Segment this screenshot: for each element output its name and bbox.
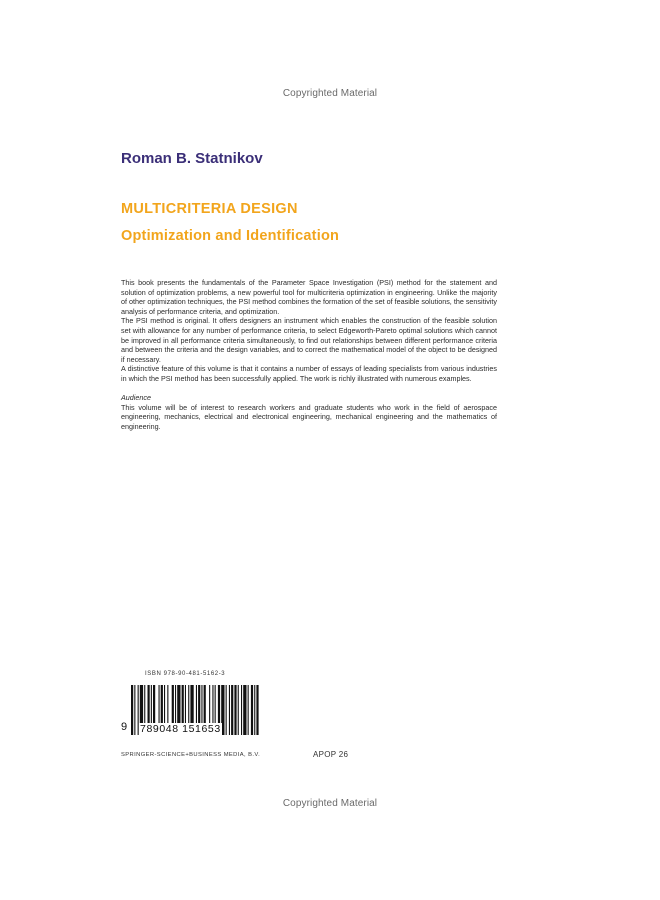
isbn-text: ISBN 978-90-481-5162-3 bbox=[145, 671, 226, 677]
author-name: Roman B. Statnikov bbox=[121, 150, 263, 167]
barcode-bar bbox=[256, 685, 258, 735]
publisher-name: SPRINGER-SCIENCE+BUSINESS MEDIA, B.V. bbox=[121, 752, 261, 758]
barcode-bar bbox=[131, 685, 133, 735]
book-description bbox=[121, 278, 497, 432]
description-paragraph-3: A distinctive feature of this volume is that it contains a number of essays of leading specialists from various industries in which the PSI method has been successfully applied. The work is richly illustrated with numerous examples. bbox=[121, 364, 497, 383]
barcode-bar bbox=[226, 685, 227, 735]
description-paragraph-2: The PSI method is original. It offers designers an instrument which enables the construction of the feasible solution set with allowance for any number of performance criteria, to select Edgeworth-Pareto optimal solutions which cannot be improved in all performance criteria simultaneously, to find out relationships between different performance criteria and between the criteria and the design variables, and to correct the mathematical model of the object to be designed if necessary. bbox=[121, 316, 497, 364]
description-paragraph-1: This book presents the fundamentals of the Parameter Space Investigation (PSI) method for the statement and solution of optimization problems, a new powerful tool for multicriteria optimization in engineering. Unlike the majority of other optimization techniques, the PSI method combines the formation of the set of feasible solutions, the sensitivity analysis of performance criteria, and optimization. bbox=[121, 278, 497, 316]
barcode-bar bbox=[251, 685, 253, 735]
barcode-bar bbox=[243, 685, 246, 735]
barcode-bar bbox=[238, 685, 239, 735]
book-title: MULTICRITERIA DESIGN bbox=[121, 201, 298, 217]
barcode-bar bbox=[254, 685, 255, 735]
audience-text: This volume will be of interest to research workers and graduate students who work in the field of aerospace engineering, mechanics, electrical and electronical engineering, mechanical engineering and the mathematics of engineering. bbox=[121, 402, 497, 431]
series-code: APOP 26 bbox=[313, 750, 349, 759]
barcode-block bbox=[121, 671, 271, 739]
barcode-bar bbox=[241, 685, 242, 735]
barcode-digits: 789048 151653 bbox=[140, 723, 221, 735]
barcode-bar bbox=[231, 685, 233, 735]
barcode-bar bbox=[248, 685, 249, 735]
watermark-bottom: Copyrighted Material bbox=[282, 798, 378, 809]
barcode-lead-digit: 9 bbox=[121, 721, 128, 733]
barcode-bar bbox=[134, 685, 135, 735]
barcode-bar bbox=[234, 685, 236, 735]
watermark-top: Copyrighted Material bbox=[282, 88, 378, 99]
book-subtitle: Optimization and Identification bbox=[121, 228, 340, 244]
barcode-bar bbox=[229, 685, 230, 735]
audience-heading: Audience bbox=[121, 393, 151, 403]
